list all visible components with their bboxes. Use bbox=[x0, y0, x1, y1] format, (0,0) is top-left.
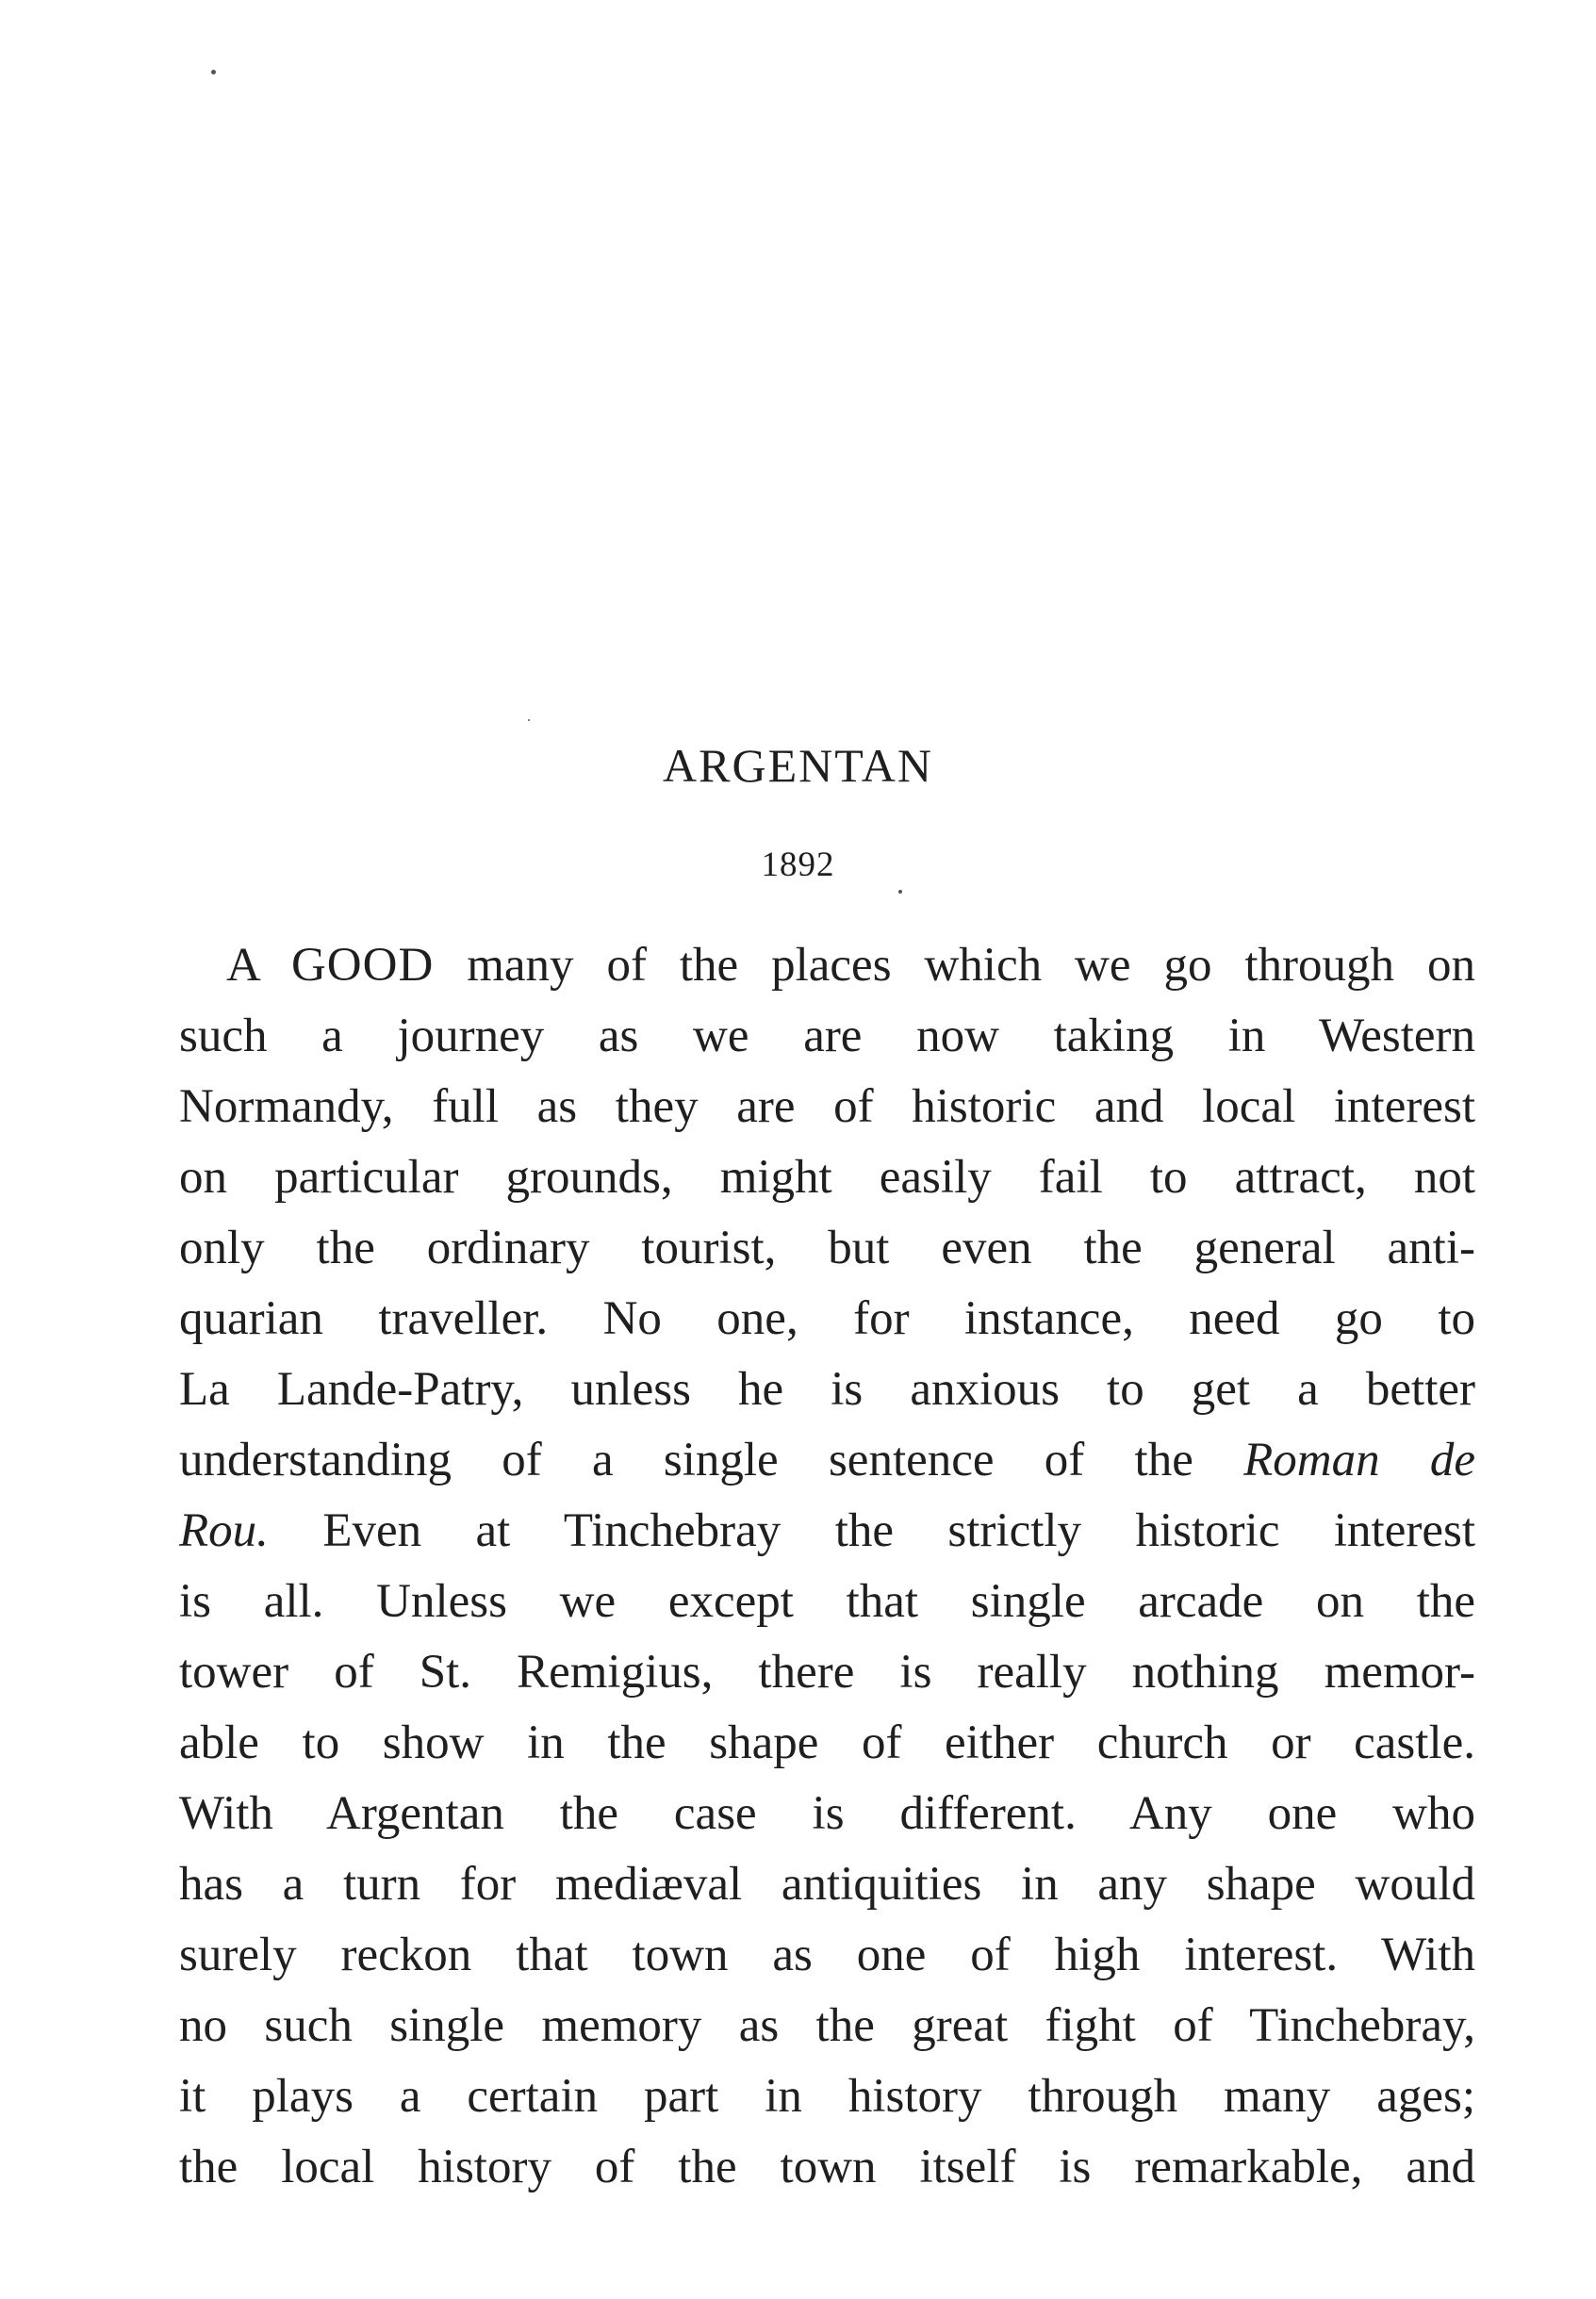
text-line: Rou. Even at Tinchebray the strictly historic interest bbox=[179, 1504, 1475, 1557]
text-line: A GOOD many of the places which we go through on bbox=[226, 939, 1475, 992]
text-line: With Argentan the case is different. Any one who bbox=[179, 1787, 1475, 1840]
chapter-year: 1892 bbox=[761, 846, 835, 884]
print-speck bbox=[211, 70, 216, 74]
text-line: Normandy, full as they are of historic and local interest bbox=[179, 1080, 1475, 1133]
text-line: has a turn for mediæval antiquities in any shape would bbox=[179, 1858, 1475, 1911]
print-speck bbox=[898, 890, 902, 894]
text-line: such a journey as we are now taking in Western bbox=[179, 1010, 1475, 1062]
print-speck bbox=[528, 719, 530, 721]
text-line: only the ordinary tourist, but even the general anti- bbox=[179, 1222, 1475, 1274]
text-line: understanding of a single sentence of the Roman de bbox=[179, 1434, 1475, 1486]
text-line: no such single memory as the great fight of Tinchebray, bbox=[179, 1999, 1475, 2052]
text-line: La Lande-Patry, unless he is anxious to get a better bbox=[179, 1363, 1475, 1416]
text-line: quarian traveller. No one, for instance, need go to bbox=[179, 1292, 1475, 1345]
text-line: it plays a certain part in history through many ages; bbox=[179, 2070, 1475, 2123]
text-line: on particular grounds, might easily fail to attract, not bbox=[179, 1151, 1475, 1204]
chapter-title: ARGENTAN bbox=[663, 739, 933, 792]
text-line: is all. Unless we except that single arcade on the bbox=[179, 1575, 1475, 1628]
small-caps-word: GOOD bbox=[290, 939, 435, 992]
body-text bbox=[179, 930, 1475, 2203]
text-line: able to show in the shape of either church or castle. bbox=[179, 1716, 1475, 1769]
text-line: surely reckon that town as one of high interest. With bbox=[179, 1929, 1475, 1981]
text-line: tower of St. Remigius, there is really nothing memor- bbox=[179, 1646, 1475, 1699]
italic-title: Roman de bbox=[1243, 1434, 1475, 1486]
text-line: the local history of the town itself is remarkable, and bbox=[179, 2141, 1475, 2193]
italic-title: Rou. bbox=[179, 1504, 269, 1557]
dropped-word: A bbox=[226, 939, 291, 992]
